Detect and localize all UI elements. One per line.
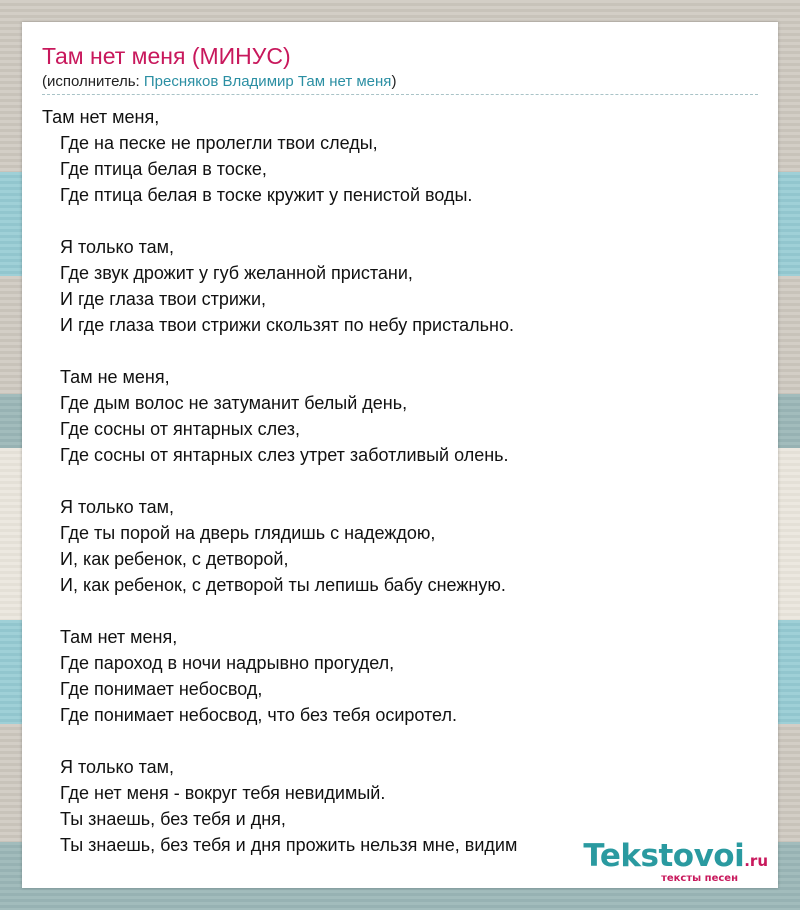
stanza-gap	[42, 468, 758, 494]
lyrics-card	[22, 22, 778, 888]
lyric-line: Ты знаешь, без тебя и дня прожить нельзя мне, видим	[60, 835, 518, 855]
lyric-line: Где сосны от янтарных слез утрет заботливый олень.	[60, 445, 509, 465]
lyric-line: Я только там,	[60, 237, 175, 257]
lyric-line: Ты знаешь, без тебя и дня,	[60, 809, 286, 829]
stanza-gap	[42, 728, 758, 754]
lyrics-text	[42, 104, 758, 858]
lyric-line: И, как ребенок, с детворой ты лепишь бабу снежную.	[60, 575, 506, 595]
lyric-line: И где глаза твои стрижи,	[60, 289, 267, 309]
stanza-gap	[42, 208, 758, 234]
stanza-gap	[42, 598, 758, 624]
lyric-line: Где пароход в ночи надрывно прогудел,	[60, 653, 395, 673]
logo-name: Tekstovoi	[583, 838, 745, 874]
lyric-line: Я только там,	[60, 757, 175, 777]
song-title: Там нет меня (МИНУС)	[42, 43, 291, 69]
performer-line	[42, 72, 758, 95]
lyric-line: И, как ребенок, с детворой,	[60, 549, 289, 569]
lyric-line: И где глаза твои стрижи скользят по небу пристально.	[60, 315, 514, 335]
performer-link[interactable]: Пресняков Владимир Там нет меня	[143, 73, 392, 90]
performer-suffix: )	[391, 73, 397, 90]
lyric-line: Где на песке не пролегли твои следы,	[60, 133, 378, 153]
lyric-line: Где понимает небосвод,	[60, 679, 263, 699]
lyric-line: Где понимает небосвод, что без тебя осиротел.	[60, 705, 457, 725]
stanza-gap	[42, 338, 758, 364]
lyric-line: Где звук дрожит у губ желанной пристани,	[60, 263, 413, 283]
lyric-line: Я только там,	[60, 497, 175, 517]
lyric-line: Где ты порой на дверь глядишь с надеждою,	[60, 523, 436, 543]
site-logo[interactable]	[581, 839, 770, 884]
logo-tld: .ru	[744, 852, 768, 870]
lyric-line: Где дым волос не затуманит белый день,	[60, 393, 408, 413]
lyric-line: Там нет меня,	[42, 107, 160, 127]
lyric-line: Там не меня,	[60, 367, 170, 387]
logo-tagline: тексты песен	[661, 873, 738, 884]
lyric-line: Где птица белая в тоске,	[60, 159, 267, 179]
lyric-line: Там нет меня,	[60, 627, 178, 647]
performer-prefix: (исполнитель:	[42, 73, 144, 90]
lyric-line: Где птица белая в тоске кружит у пенистой воды.	[60, 185, 473, 205]
lyric-line: Где нет меня - вокруг тебя невидимый.	[60, 783, 386, 803]
lyric-line: Где сосны от янтарных слез,	[60, 419, 301, 439]
